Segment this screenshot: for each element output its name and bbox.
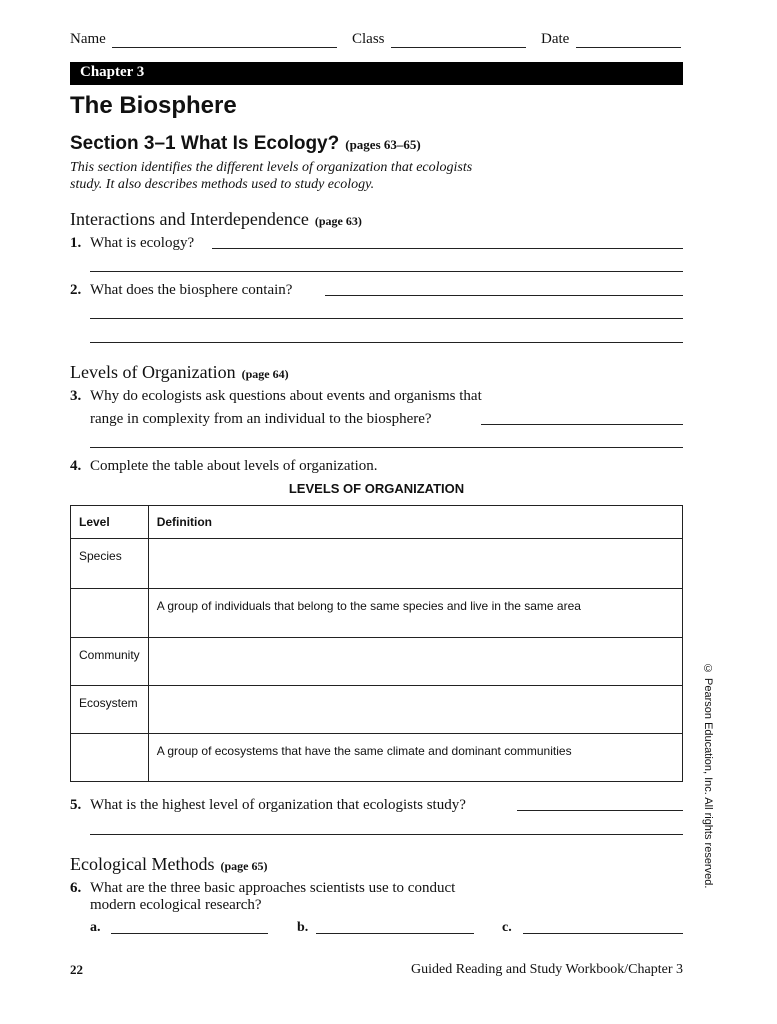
date-field[interactable] [576,47,681,48]
definition-cell: A group of individuals that belong to the same species and live in the same area [148,589,682,638]
level-cell[interactable] [71,734,149,782]
table-row [71,539,683,589]
question-number: 3. [70,388,82,404]
table-title: LEVELS OF ORGANIZATION [288,481,465,496]
chapter-band [70,62,683,85]
question-number: 1. [70,235,82,251]
name-label: Name [70,31,106,47]
question-6 [70,880,455,897]
question-text: Why do ecologists ask questions about events and organisms that [90,388,482,404]
answer-line-q5[interactable] [517,810,683,811]
header-definition: Definition [148,506,682,539]
workbook-footer: Guided Reading and Study Workbook/Chapter 3 [411,962,683,977]
question-text: What is ecology? [90,235,195,251]
header-level: Level [71,506,149,539]
question-text: What is the highest level of organization that ecologists study? [90,797,466,813]
class-field[interactable] [391,47,526,48]
level-cell: Community [71,638,149,686]
answer-line-q6a[interactable] [111,933,268,934]
level-cell[interactable] [71,589,149,638]
answer-label-a: a. [90,920,101,935]
question-1 [70,235,194,252]
subhead-pages: (page 63) [314,214,362,228]
question-2 [70,282,292,299]
section-heading [70,133,421,155]
copyright-notice: © Pearson Education, Inc. All rights reserved. [702,663,714,889]
class-label: Class [352,31,385,47]
answer-line-q1[interactable] [212,248,683,249]
subhead-pages: (page 65) [220,859,268,873]
subhead-title: Levels of Organization [70,362,236,382]
question-text: What does the biosphere contain? [90,282,293,298]
question-number: 5. [70,797,82,813]
subhead-title: Interactions and Interdependence [70,209,309,229]
answer-line-q6c[interactable] [523,933,683,934]
answer-label-c: c. [502,920,512,935]
answer-line-q3[interactable] [90,447,683,448]
table-row [71,589,683,638]
question-number: 4. [70,458,82,474]
level-cell: Ecosystem [71,686,149,734]
table-row [71,686,683,734]
table-row [71,638,683,686]
question-4 [70,458,378,475]
page-number: 22 [70,962,83,977]
answer-line-q3[interactable] [481,424,683,425]
definition-cell: A group of ecosystems that have the same climate and dominant communities [148,734,682,782]
intro-line: study. It also describes methods used to study ecology. [70,177,375,192]
question-5 [70,797,466,814]
answer-line-q2[interactable] [90,318,683,319]
chapter-label: Chapter 3 [80,64,145,80]
subhead-methods [70,854,267,875]
answer-line-q6b[interactable] [316,933,474,934]
table-row [71,734,683,782]
subhead-title: Ecological Methods [70,854,215,874]
question-3 [70,388,482,405]
section-title: Section 3–1 What Is Ecology? [70,133,340,154]
definition-cell[interactable] [148,638,682,686]
table-header-row [71,506,683,539]
answer-line-q2[interactable] [325,295,683,296]
page-title: The Biosphere [70,92,237,119]
answer-line-q2[interactable] [90,342,683,343]
question-text: What are the three basic approaches scientists use to conduct [90,880,456,896]
question-3-line2: range in complexity from an individual to the biosphere? [90,411,432,427]
definition-cell[interactable] [148,686,682,734]
name-field[interactable] [112,47,337,48]
question-text: Complete the table about levels of organization. [90,458,378,474]
question-number: 2. [70,282,82,298]
question-6-line2: modern ecological research? [90,897,262,913]
date-label: Date [541,31,570,47]
subhead-levels [70,362,289,383]
definition-cell[interactable] [148,539,682,589]
question-number: 6. [70,880,82,896]
level-cell: Species [71,539,149,589]
answer-label-b: b. [297,920,309,935]
answer-line-q1[interactable] [90,271,683,272]
section-intro [70,159,530,193]
subhead-pages: (page 64) [241,367,289,381]
intro-line: This section identifies the different levels of organization that ecologists [70,160,473,175]
subhead-interactions [70,209,362,230]
levels-table [70,505,683,782]
section-pages: (pages 63–65) [345,137,421,152]
answer-line-q5[interactable] [90,834,683,835]
